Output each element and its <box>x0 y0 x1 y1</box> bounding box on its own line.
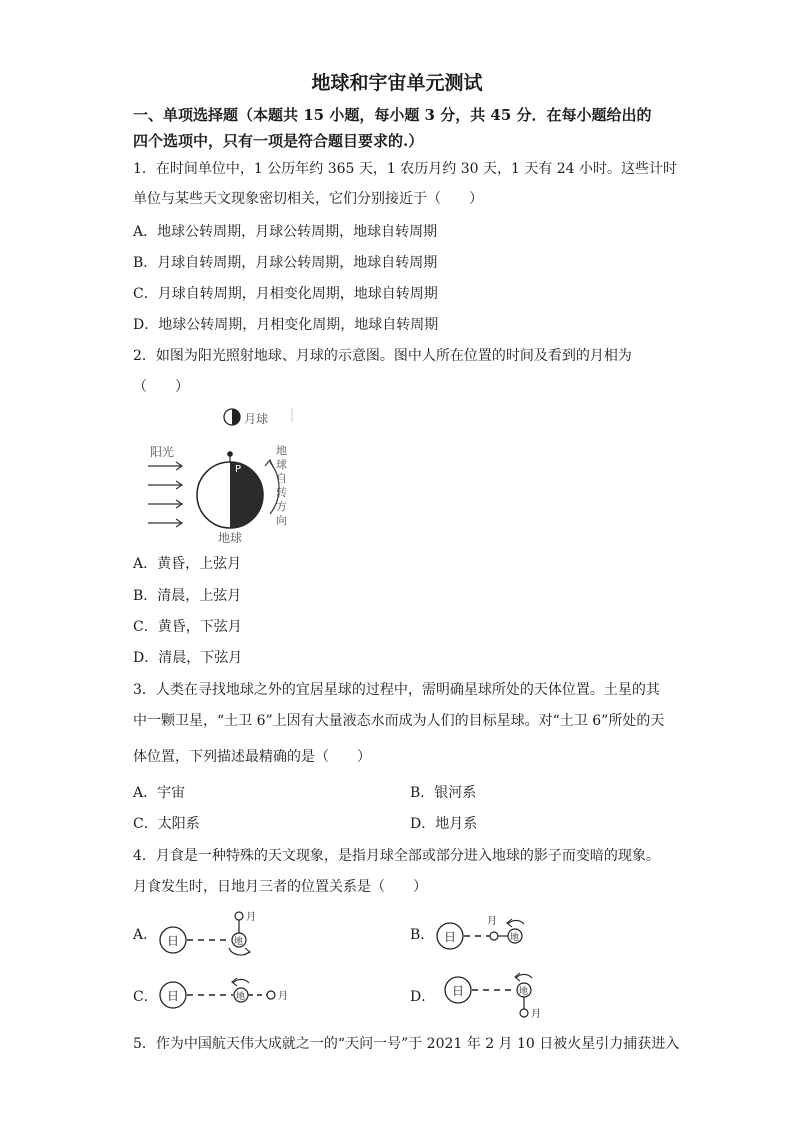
moon-icon <box>520 1009 528 1017</box>
q1-stem-line2: 单位与某些天文现象密切相关，它们分别接近于（ ） <box>133 191 483 207</box>
q2-stem-line1: 2．如图为阳光照射地球、月球的示意图。图中人所在位置的时间及看到的月相为 <box>133 348 632 364</box>
section-heading-line1: 一、单项选择题（本题共 15 小题，每小题 3 分，共 45 分．在每小题给出的 <box>133 106 652 124</box>
q3-option-a: A．宇宙 <box>133 785 186 801</box>
q3-option-c: C．太阳系 <box>133 816 200 832</box>
svg-text:向: 向 <box>276 514 287 527</box>
position-marker: P <box>235 464 242 475</box>
page-title: 地球和宇宙单元测试 <box>311 72 483 94</box>
earth-label: 地球 <box>218 531 243 545</box>
q4-option-b-letter: B． <box>410 927 435 943</box>
q4-option-d-letter: D． <box>410 989 436 1005</box>
q1-option-a: A．地球公转周期，月球公转周期，地球自转周期 <box>133 224 438 240</box>
svg-text:地: 地 <box>236 992 246 1002</box>
q5-stem-line1: 5．作为中国航天伟大成就之一的“天问一号”于 2021 年 2 月 10 日被火星引力捕获进入 <box>133 1036 680 1052</box>
sunlight-label: 阳光 <box>150 445 175 459</box>
q1-option-c: C．月球自转周期，月相变化周期，地球自转周期 <box>133 286 438 302</box>
svg-text:月: 月 <box>278 991 288 1002</box>
svg-text:月: 月 <box>531 1009 541 1020</box>
svg-text:地: 地 <box>234 937 244 947</box>
svg-text:日: 日 <box>444 930 457 944</box>
q2-option-d: D．清晨，下弦月 <box>133 650 243 666</box>
q4-stem-line2: 月食发生时，日地月三者的位置关系是（ ） <box>133 879 427 895</box>
person-icon <box>228 452 232 462</box>
q2-option-b: B．清晨，上弦月 <box>133 588 242 604</box>
svg-text:地: 地 <box>510 933 520 943</box>
svg-text:地: 地 <box>276 444 287 457</box>
svg-text:转: 转 <box>276 486 287 499</box>
q3-option-d: D．地月系 <box>410 816 478 832</box>
svg-text:方: 方 <box>276 500 287 513</box>
q4-option-d-diagram <box>432 966 552 1024</box>
q4-option-c-letter: C． <box>133 989 158 1005</box>
q4-option-b-diagram <box>432 910 542 954</box>
svg-text:日: 日 <box>167 989 180 1003</box>
moon-icon <box>235 912 243 920</box>
moon-icon <box>224 409 240 425</box>
moon-icon <box>490 932 498 940</box>
q3-stem-line2: 中一颗卫星，“土卫 6”上因有大量液态水而成为人们的目标星球。对“土卫 6”所处的天 <box>133 713 665 729</box>
svg-text:球: 球 <box>276 458 287 471</box>
q2-option-a: A．黄昏，上弦月 <box>133 556 242 572</box>
q3-stem-line1: 3．人类在寻找地球之外的宜居星球的过程中，需明确星球所处的天体位置。土星的其 <box>133 682 660 698</box>
svg-text:地: 地 <box>519 987 529 997</box>
svg-text:自: 自 <box>276 472 287 485</box>
q2-option-c: C．黄昏，下弦月 <box>133 619 242 635</box>
sunlight-arrows <box>148 462 182 527</box>
q1-option-d: D．地球公转周期，月相变化周期，地球自转周期 <box>133 317 439 333</box>
q4-option-a-diagram <box>155 908 275 964</box>
svg-text:月: 月 <box>487 916 497 927</box>
svg-text:日: 日 <box>167 934 180 948</box>
q3-stem-line3: 体位置，下列描述最精确的是（ ） <box>133 749 371 765</box>
svg-text:日: 日 <box>452 984 465 998</box>
q4-option-a-letter: A． <box>133 927 158 943</box>
earth-icon <box>197 462 263 528</box>
svg-text:月: 月 <box>246 912 256 923</box>
q4-option-c-diagram <box>155 970 295 1014</box>
q2-stem-line2: （ ） <box>133 379 189 395</box>
rotation-direction-label <box>276 443 287 527</box>
moon-icon <box>267 991 275 999</box>
sunlight-earth-moon-figure <box>140 402 300 550</box>
section-heading-line2: 四个选项中，只有一项是符合题目要求的.） <box>133 132 424 150</box>
q4-stem-line1: 4．月食是一种特殊的天文现象，是指月球全部或部分进入地球的影子而变暗的现象。 <box>133 848 660 864</box>
moon-label: 月球 <box>244 412 269 426</box>
q3-option-b: B．银河系 <box>410 785 477 801</box>
q1-stem-line1: 1．在时间单位中，1 公历年约 365 天，1 农历月约 30 天，1 天有 24 小时。这些计时 <box>133 161 678 177</box>
q1-option-b: B．月球自转周期，月球公转周期，地球自转周期 <box>133 255 438 271</box>
